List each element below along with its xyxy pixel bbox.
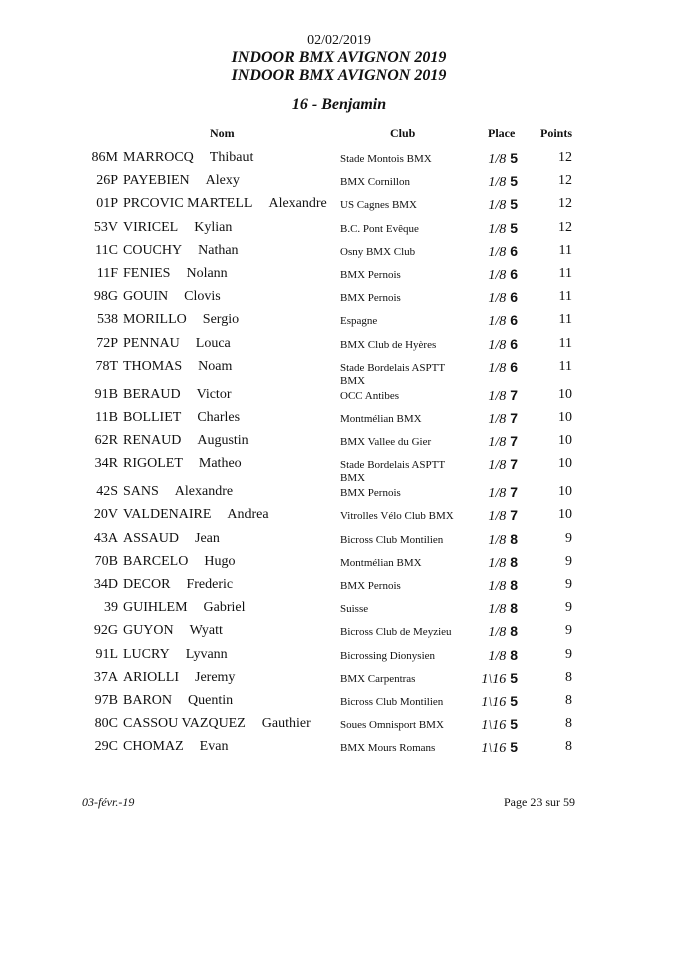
place-phase: 1/8 (488, 458, 507, 474)
place-phase: 1/8 (488, 152, 507, 167)
rider-points: 12 (558, 219, 572, 235)
place-position: 6 (510, 312, 518, 329)
place-position: 7 (510, 409, 518, 426)
rider-club: BMX Pernois (340, 268, 401, 281)
rider-place (470, 456, 518, 474)
rider-name (123, 554, 235, 570)
rider-code: 11B (95, 409, 118, 425)
rider-points: 10 (558, 507, 572, 523)
place-phase: 1/8 (488, 314, 507, 330)
rider-club: Bicrossing Dionysien (340, 649, 436, 662)
rider-club: Osny BMX Club (340, 245, 416, 258)
rider-place (470, 150, 518, 168)
table-row (0, 577, 678, 600)
place-position: 6 (510, 265, 518, 282)
rider-code: 11C (95, 242, 118, 258)
rider-place (470, 554, 518, 572)
rider-place (470, 600, 518, 618)
rider-place (470, 289, 518, 307)
rider-name (123, 173, 240, 189)
rider-firstname: Alexandre (268, 196, 327, 212)
rider-club: BMX Cornillon (340, 176, 410, 189)
place-phase: 1/8 (488, 388, 507, 404)
rider-points: 11 (558, 358, 572, 374)
rider-firstname: Hugo (204, 553, 236, 569)
rider-club: BMX Pernois (340, 292, 401, 305)
rider-surname: ASSAUD (123, 530, 180, 546)
rider-surname: COUCHY (123, 242, 183, 258)
rider-points: 11 (558, 312, 572, 328)
rider-surname: MARROCQ (123, 150, 194, 165)
rider-points: 10 (558, 484, 572, 500)
table-row (0, 484, 678, 507)
rider-place (470, 623, 518, 641)
rider-name (123, 623, 223, 639)
table-row (0, 312, 678, 335)
rider-firstname: Augustin (197, 433, 249, 449)
table-row (0, 600, 678, 623)
place-position: 5 (510, 669, 518, 686)
place-position: 8 (510, 530, 518, 547)
rider-firstname: Gauthier (261, 716, 311, 732)
rider-points: 10 (558, 409, 572, 425)
table-row (0, 554, 678, 577)
rider-surname: BOLLIET (123, 409, 182, 425)
place-phase: 1/8 (488, 602, 507, 618)
rider-club: Bicross Club Montilien (340, 533, 444, 546)
rider-points: 8 (565, 739, 572, 755)
rider-points: 11 (558, 335, 572, 351)
table-row (0, 693, 678, 716)
rider-firstname: Alexy (205, 173, 240, 189)
rider-firstname: Jeremy (195, 669, 236, 685)
place-position: 5 (510, 716, 518, 733)
place-phase: 1/8 (488, 555, 507, 571)
rider-club: Suisse (340, 603, 369, 616)
place-phase: 1\16 (481, 671, 507, 687)
rider-points: 10 (558, 456, 572, 472)
rider-code: 39 (104, 600, 118, 616)
rider-surname: RIGOLET (123, 456, 183, 472)
rider-points: 10 (558, 386, 572, 402)
rider-firstname: Clovis (184, 289, 221, 305)
rider-code: 91B (94, 386, 118, 402)
place-position: 6 (510, 358, 518, 375)
rider-name (123, 312, 239, 328)
rider-place (470, 693, 518, 711)
place-phase: 1/8 (488, 648, 507, 664)
place-position: 8 (510, 553, 518, 570)
rider-club: BMX Carpentras (340, 672, 416, 685)
place-phase: 1/8 (488, 175, 507, 191)
place-phase: 1/8 (488, 360, 507, 376)
rider-code: 78T (95, 358, 118, 374)
place-phase: 1/8 (488, 532, 507, 548)
place-phase: 1\16 (481, 718, 507, 734)
table-row (0, 716, 678, 739)
rider-firstname: Victor (196, 386, 232, 402)
rider-club: BMX Pernois (340, 580, 401, 592)
rider-surname: PENNAU (123, 335, 180, 351)
rider-code: 86M (91, 150, 118, 165)
rider-name (123, 670, 235, 686)
rider-club: OCC Antibes (340, 389, 399, 402)
rider-name (123, 220, 232, 236)
rider-name (123, 336, 231, 352)
place-phase: 1/8 (488, 244, 507, 260)
rider-code: 29C (94, 739, 118, 755)
place-position: 7 (510, 484, 518, 501)
rider-surname: SANS (123, 484, 159, 500)
rider-code: 97B (94, 692, 118, 708)
rider-club: Vitrolles Vélo Club BMX (340, 510, 454, 523)
rider-points: 8 (565, 692, 572, 708)
rider-name (123, 433, 249, 449)
rider-name (123, 507, 269, 523)
rider-surname: GUIHLEM (123, 600, 188, 616)
place-position: 8 (510, 623, 518, 640)
place-position: 7 (510, 386, 518, 403)
table-row (0, 670, 678, 693)
place-position: 7 (510, 433, 518, 450)
rider-firstname: Nolann (186, 265, 228, 281)
rider-points: 9 (565, 623, 572, 639)
rider-firstname: Sergio (202, 312, 240, 328)
event-title-line2: INDOOR BMX AVIGNON 2019 (231, 67, 447, 84)
rider-code: 42S (96, 484, 118, 500)
rider-place (470, 266, 518, 284)
place-phase: 1/8 (488, 198, 507, 214)
place-phase: 1\16 (481, 741, 507, 757)
page-number: Page 23 sur 59 (504, 795, 575, 809)
rider-name (123, 289, 221, 305)
column-header-club: Club (390, 126, 416, 140)
table-row (0, 410, 678, 433)
column-header-points: Points (540, 126, 573, 140)
rider-firstname: Matheo (198, 456, 242, 472)
rider-surname: LUCRY (123, 646, 170, 662)
rider-club: Montmélian BMX (340, 556, 422, 569)
rider-firstname: Charles (197, 409, 241, 425)
rider-place (470, 647, 518, 665)
place-position: 6 (510, 242, 518, 259)
table-row (0, 336, 678, 359)
rider-club: Bicross Club de Meyzieu (340, 626, 452, 639)
rider-club: BMX Pernois (340, 487, 401, 500)
rider-points: 9 (565, 600, 572, 616)
place-phase: 1/8 (488, 579, 507, 594)
place-position: 8 (510, 600, 518, 617)
rider-place (470, 359, 518, 377)
rider-surname: THOMAS (123, 358, 183, 374)
category-title: 16 - Benjamin (291, 96, 387, 113)
rider-points: 11 (558, 242, 572, 258)
rider-points: 10 (558, 433, 572, 449)
place-position: 7 (510, 507, 518, 524)
table-row (0, 243, 678, 266)
rider-surname: GOUIN (123, 289, 169, 305)
rider-place (470, 220, 518, 238)
rider-firstname: Alexandre (174, 484, 234, 500)
rider-name (123, 577, 233, 593)
place-position: 6 (510, 335, 518, 352)
rider-club: US Cagnes BMX (340, 199, 418, 212)
rider-points: 9 (565, 553, 572, 569)
table-row (0, 289, 678, 312)
event-title-line1: INDOOR BMX AVIGNON 2019 (231, 49, 447, 66)
rider-surname: PAYEBIEN (123, 173, 190, 189)
rider-surname: CHOMAZ (123, 739, 184, 755)
rider-code: 34R (94, 456, 118, 472)
rider-name (123, 359, 232, 375)
rider-club: Stade Bordelais ASPTT BMX (340, 361, 445, 387)
table-row (0, 173, 678, 196)
rider-code: 80C (94, 716, 118, 732)
rider-name (123, 484, 233, 500)
rider-points: 12 (558, 173, 572, 189)
document-header (0, 32, 678, 85)
rider-firstname: Frederic (186, 577, 234, 592)
rider-code: 53V (93, 219, 118, 235)
place-position: 5 (510, 739, 518, 756)
rider-club: BMX Club de Hyères (340, 338, 437, 351)
rider-place (470, 336, 518, 354)
table-row (0, 359, 678, 387)
rider-club: Montmélian BMX (340, 412, 422, 425)
place-position: 7 (510, 456, 518, 473)
column-header-place: Place (488, 126, 516, 140)
rider-points: 9 (565, 530, 572, 546)
rider-points: 9 (565, 646, 572, 662)
rider-code: 34D (93, 577, 118, 592)
rider-name (123, 150, 253, 166)
rider-code: 37A (93, 669, 118, 685)
rider-code: 11F (96, 265, 118, 281)
rider-surname: VIRICEL (123, 219, 179, 235)
table-row (0, 507, 678, 530)
rider-firstname: Andrea (227, 507, 269, 523)
rider-place (470, 173, 518, 191)
rider-code: 91L (95, 646, 118, 662)
rider-place (470, 507, 518, 525)
place-position: 8 (510, 646, 518, 663)
rider-club: BMX Vallee du Gier (340, 436, 432, 449)
rider-name (123, 600, 246, 616)
table-row (0, 196, 678, 219)
rider-surname: VALDENAIRE (123, 507, 212, 523)
rider-place (470, 739, 518, 757)
rider-points: 12 (558, 196, 572, 212)
rider-name (123, 387, 232, 403)
place-position: 8 (510, 577, 518, 593)
place-phase: 1/8 (488, 625, 507, 641)
rider-points: 11 (558, 289, 572, 305)
table-row (0, 433, 678, 456)
rider-place (470, 410, 518, 428)
rider-surname: GUYON (123, 623, 174, 639)
rider-name (123, 266, 228, 282)
table-row (0, 531, 678, 554)
place-position: 5 (510, 219, 518, 236)
rider-place (470, 433, 518, 451)
place-phase: 1/8 (488, 435, 507, 451)
rider-name (123, 456, 242, 472)
place-position: 5 (510, 150, 518, 166)
rider-name (123, 531, 220, 547)
rider-points: 11 (558, 265, 572, 281)
rider-surname: BARCELO (123, 553, 189, 569)
rider-name (123, 716, 311, 732)
rider-surname: PRCOVIC MARTELL (123, 196, 253, 212)
rider-firstname: Wyatt (189, 623, 223, 639)
rider-code: 20V (93, 507, 118, 523)
table-row (0, 150, 678, 173)
rider-place (470, 484, 518, 502)
rider-surname: BARON (123, 692, 173, 708)
rider-code: 72P (96, 335, 118, 351)
place-phase: 1/8 (488, 221, 507, 237)
rider-firstname: Evan (199, 739, 229, 755)
rider-surname: FENIES (123, 265, 171, 281)
place-phase: 1/8 (488, 411, 507, 427)
table-row (0, 220, 678, 243)
place-position: 5 (510, 196, 518, 213)
rider-firstname: Quentin (188, 692, 234, 708)
rider-firstname: Jean (195, 530, 220, 546)
rider-surname: BERAUD (123, 386, 181, 402)
table-row (0, 647, 678, 670)
results-table (0, 150, 678, 763)
rider-surname: ARIOLLI (123, 669, 179, 685)
rider-surname: DECOR (123, 577, 171, 592)
rider-code: 26P (96, 173, 118, 189)
rider-place (470, 670, 518, 688)
place-phase: 1/8 (488, 337, 507, 353)
rider-code: 62R (94, 433, 118, 449)
rider-place (470, 577, 518, 595)
place-position: 6 (510, 289, 518, 306)
place-phase: 1\16 (481, 694, 507, 710)
rider-club: Bicross Club Montilien (340, 695, 444, 708)
rider-place (470, 531, 518, 549)
table-row (0, 456, 678, 484)
rider-place (470, 716, 518, 734)
place-phase: 1/8 (488, 486, 507, 502)
rider-code: 43A (93, 530, 118, 546)
rider-code: 538 (97, 312, 118, 328)
rider-name (123, 739, 228, 755)
rider-firstname: Louca (195, 335, 231, 351)
rider-firstname: Kylian (194, 219, 233, 235)
place-phase: 1/8 (488, 267, 507, 283)
rider-club: Soues Omnisport BMX (340, 719, 444, 732)
rider-club: BMX Mours Romans (340, 742, 436, 755)
place-position: 5 (510, 173, 518, 190)
rider-place (470, 243, 518, 261)
rider-name (123, 243, 239, 259)
rider-place (470, 387, 518, 405)
rider-code: 92G (93, 623, 118, 639)
rider-club: Stade Bordelais ASPTT BMX (340, 459, 445, 485)
rider-place (470, 196, 518, 214)
rider-firstname: Nathan (198, 242, 239, 258)
rider-firstname: Noam (198, 358, 233, 374)
rider-points: 8 (565, 716, 572, 732)
rider-club: Stade Montois BMX (340, 153, 432, 165)
place-position: 5 (510, 692, 518, 709)
table-row (0, 739, 678, 762)
rider-surname: CASSOU VAZQUEZ (123, 716, 246, 732)
place-phase: 1/8 (488, 509, 507, 525)
rider-name (123, 647, 228, 663)
rider-code: 98G (93, 289, 118, 305)
event-date: 02/02/2019 (307, 33, 371, 48)
rider-club: B.C. Pont Evêque (340, 222, 419, 235)
table-row (0, 266, 678, 289)
rider-code: 70B (94, 553, 118, 569)
rider-club: Espagne (340, 315, 378, 328)
rider-code: 01P (96, 196, 118, 212)
rider-surname: RENAUD (123, 433, 182, 449)
rider-name (123, 410, 240, 426)
rider-points: 12 (558, 150, 572, 165)
table-row (0, 623, 678, 646)
rider-points: 8 (565, 669, 572, 685)
rider-place (470, 312, 518, 330)
footer-date: 03-févr.-19 (82, 795, 135, 809)
table-row (0, 387, 678, 410)
column-header-nom: Nom (210, 126, 235, 140)
rider-firstname: Gabriel (203, 600, 246, 616)
rider-surname: MORILLO (123, 312, 187, 328)
rider-name (123, 693, 233, 709)
rider-points: 9 (565, 577, 572, 592)
rider-name (123, 196, 327, 212)
place-phase: 1/8 (488, 291, 507, 307)
rider-firstname: Thibaut (209, 150, 254, 165)
rider-firstname: Lyvann (185, 646, 228, 662)
